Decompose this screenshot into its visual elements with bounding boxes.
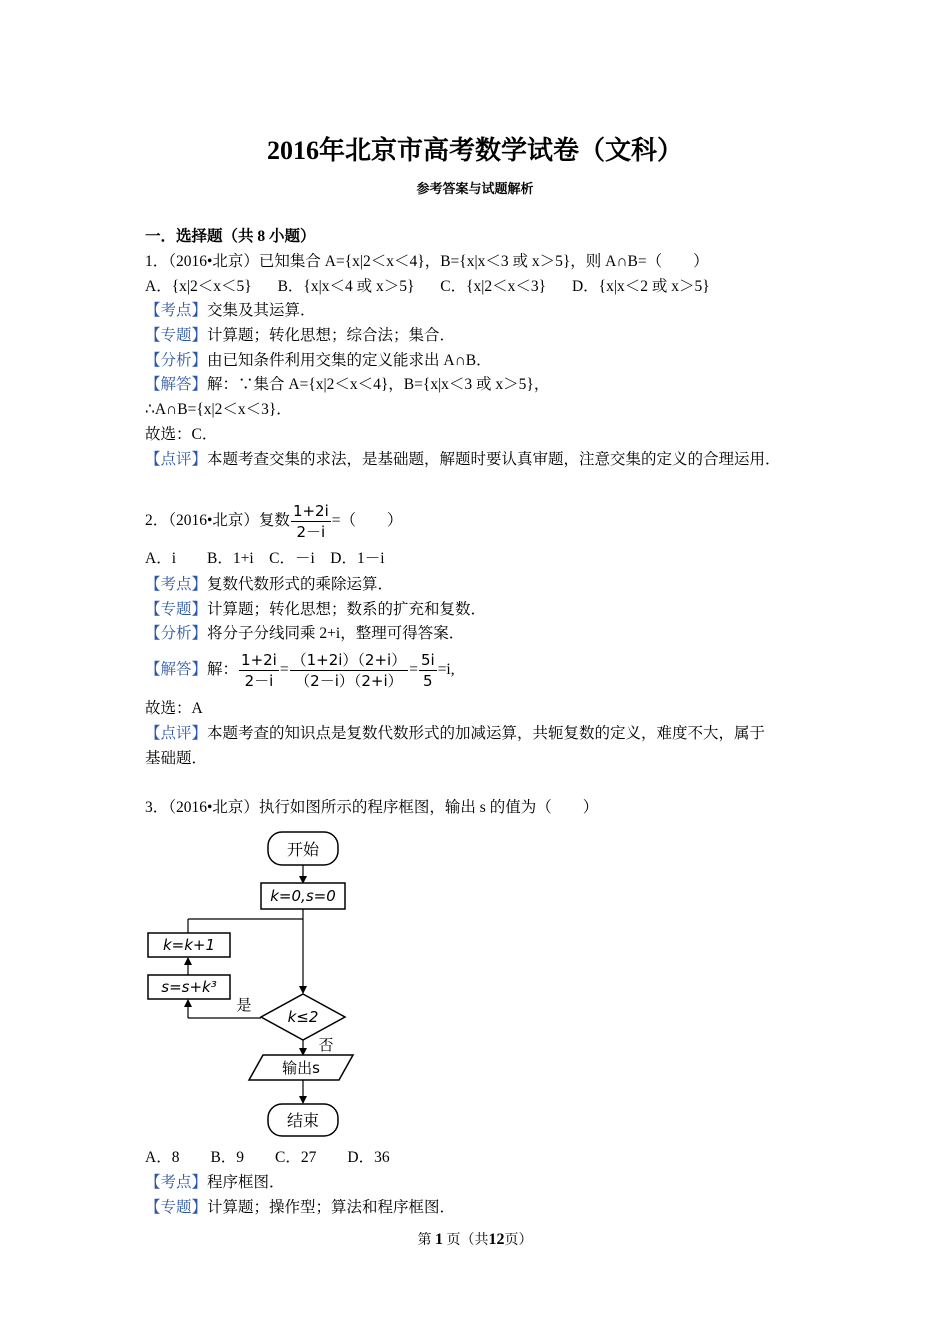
q2-fraction-denominator: 2－i <box>296 522 326 541</box>
q1-option-a: A．{x|2＜x＜5} <box>145 278 252 295</box>
q1-dianping-text: 本题考查交集的求法，是基础题，解题时要认真审题，注意交集的定义的合理运用． <box>207 451 781 468</box>
page-footer <box>0 1229 950 1249</box>
q1-option-c: C．{x|2＜x＜3} <box>440 278 547 295</box>
q3-kaodian-text: 程序框图． <box>207 1174 285 1191</box>
q2-sol-eq1: = <box>279 661 289 678</box>
q2-sol-f1-num: 1+2i <box>241 650 277 669</box>
q3-kaodian <box>145 1173 285 1193</box>
q1-stem: 1．（2016•北京）已知集合 A={x|2＜x＜4}，B={x|x＜3 或 x＞5}，则 A∩B=（ ） <box>145 253 709 270</box>
tag-zhuanti: 【专题】 <box>145 601 208 618</box>
q2-sol-f3-den: 5 <box>423 671 433 690</box>
q2-sol-f2-den: （2－i）（2+i） <box>295 671 403 690</box>
q1-solution-line2: ∴A∩B={x|2＜x＜3}． <box>145 401 292 418</box>
footer-pre: 第 <box>417 1233 432 1248</box>
q3-options: A．8 B．9 C．27 D．36 <box>145 1149 390 1166</box>
q1-fenxi-text: 由已知条件利用交集的定义能求出 A∩B． <box>207 352 492 369</box>
page-title: 2016年北京市高考数学试卷（文科） <box>266 136 683 165</box>
footer-post: 页） <box>504 1233 533 1248</box>
q2-zhuanti-text: 计算题；转化思想；数系的扩充和复数． <box>207 601 487 618</box>
flow-no-label: 否 <box>318 1036 334 1054</box>
footer-page-number: 1 <box>435 1231 443 1248</box>
q1-jieda-text: 解：∵集合 A={x|2＜x＜4}，B={x|x＜3 或 x＞5}， <box>207 376 550 393</box>
tag-fenxi: 【分析】 <box>145 352 208 369</box>
tag-jieda: 【解答】 <box>145 661 208 678</box>
flow-init-label: k=0,s=0 <box>270 887 336 905</box>
tag-fenxi: 【分析】 <box>145 625 208 642</box>
q2-fraction-numerator: 1+2i <box>292 501 329 520</box>
tag-dianping: 【点评】 <box>145 725 208 742</box>
q2-dianping-cont: 基础题． <box>145 750 208 767</box>
q2-sol-f1-den: 2－i <box>244 671 274 690</box>
q2-choice: 故选：A <box>145 700 203 717</box>
page-subtitle: 参考答案与试题解析 <box>416 181 534 196</box>
flow-end-label: 结束 <box>286 1111 320 1130</box>
q2-kaodian-text: 复数代数形式的乘除运算． <box>207 576 394 593</box>
tag-dianping: 【点评】 <box>145 451 208 468</box>
flow-step-s-label: s=s+k³ <box>161 978 217 996</box>
flow-output-label: 输出s <box>282 1059 320 1077</box>
q2-sol-end: =i, <box>437 661 455 678</box>
q2-sol-f2-num: （1+2i）（2+i） <box>291 650 407 669</box>
q3-stem: 3．（2016•北京）执行如图所示的程序框图，输出 s 的值为（ ） <box>145 799 599 816</box>
footer-total-pages: 12 <box>488 1231 505 1248</box>
tag-zhuanti: 【专题】 <box>145 1199 208 1216</box>
flow-step-k-label: k=k+1 <box>162 936 216 954</box>
q2-stem-pre: 2．（2016•北京）复数 <box>145 512 290 529</box>
tag-kaodian: 【考点】 <box>145 302 208 319</box>
tag-zhuanti: 【专题】 <box>145 327 208 344</box>
q2-options: A．i B．1+i C．－i D．1－i <box>145 550 385 567</box>
q2-dianping-text: 本题考查的知识点是复数代数形式的加减运算，共轭复数的定义，难度不大，属于 <box>207 725 766 742</box>
footer-mid: 页（共 <box>446 1233 489 1248</box>
q1-option-b: B．{x|x＜4 或 x＞5} <box>277 278 415 295</box>
tag-kaodian: 【考点】 <box>145 576 208 593</box>
section-heading: 一．选择题（共 8 小题） <box>145 228 316 245</box>
q1-kaodian-text: 交集及其运算． <box>207 302 316 319</box>
q1-zhuanti-text: 计算题；转化思想；综合法；集合． <box>207 327 456 344</box>
q2-jieda-pre: 解： <box>207 661 239 678</box>
q2-sol-f3-num: 5i <box>420 650 435 669</box>
q2-sol-eq2: = <box>409 661 418 678</box>
q3-zhuanti-text: 计算题；操作型；算法和程序框图． <box>207 1199 456 1216</box>
tag-kaodian: 【考点】 <box>145 1174 208 1191</box>
flow-yes-label: 是 <box>236 996 252 1014</box>
q1-option-d: D．{x|x＜2 或 x＞5} <box>571 278 710 295</box>
q1-choice: 故选：C． <box>145 426 218 443</box>
q2-stem-post: =（ ） <box>331 512 403 529</box>
tag-jieda: 【解答】 <box>145 376 208 393</box>
flow-start-label: 开始 <box>286 840 320 859</box>
q2-fenxi-text: 将分子分线同乘 2+i，整理可得答案． <box>207 625 465 642</box>
q3-zhuanti <box>145 1198 455 1218</box>
flow-condition-label: k≤2 <box>287 1008 319 1026</box>
